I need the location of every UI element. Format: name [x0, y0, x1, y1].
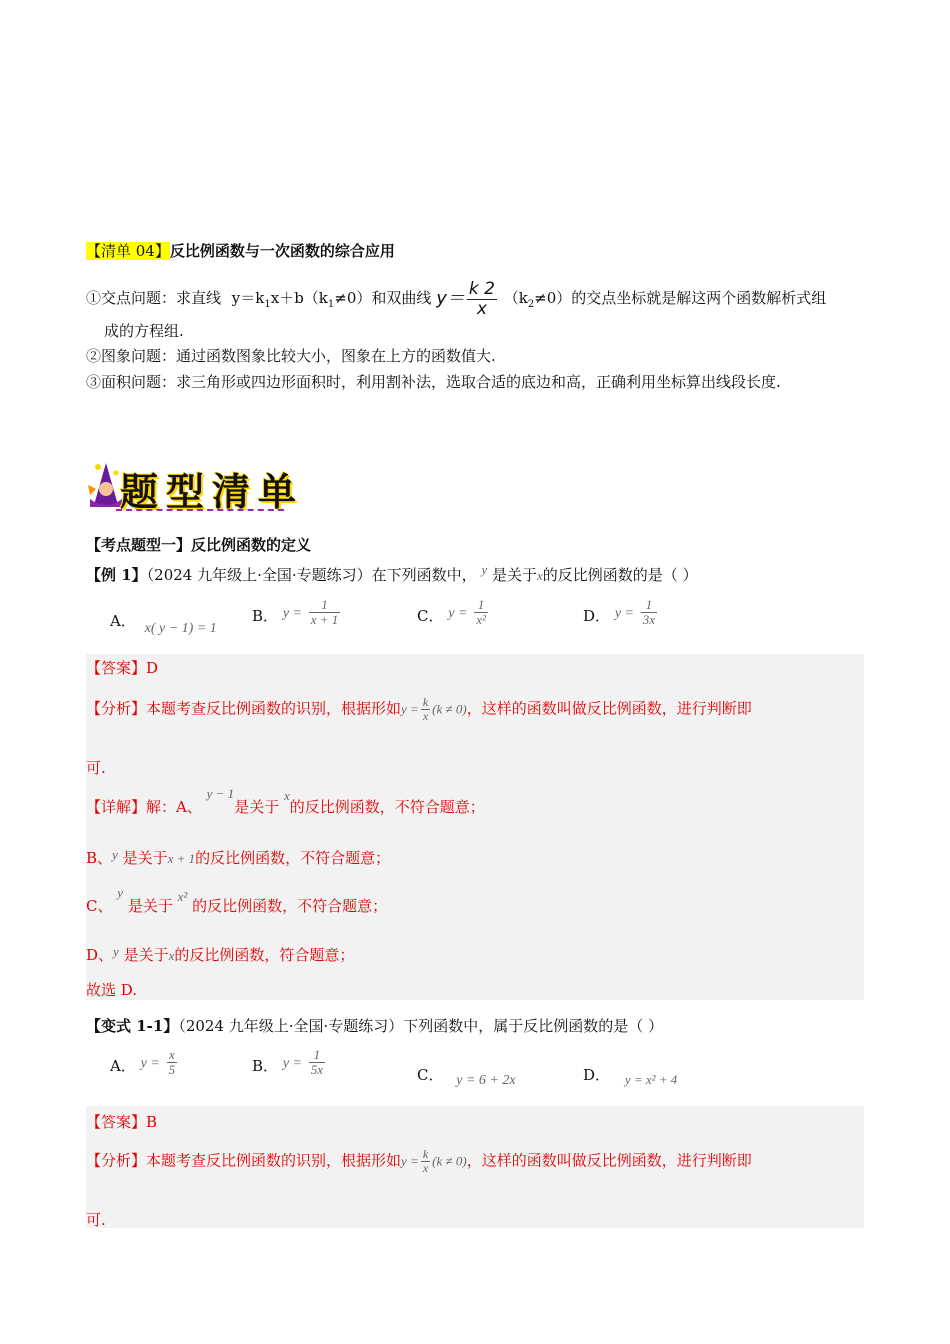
example1-label: 【例 1】: [86, 566, 147, 584]
option-a-label: A．: [110, 612, 136, 630]
detail-a-pre: 解：A、: [146, 798, 202, 816]
example1-detail-a: [86, 786, 485, 817]
banner-title: 题型清单: [120, 469, 305, 514]
variant1-option-d[interactable]: [583, 1064, 677, 1085]
item1-hyperbola-frac: [467, 280, 497, 318]
banner-underline: [116, 509, 284, 511]
variant1-analysis-cont: 可.: [86, 1211, 106, 1229]
item1-cond2-post: ≠0）的交点坐标就是解这两个函数解析式组: [534, 289, 827, 308]
item1-hyperbola-den: x: [476, 298, 487, 319]
section04-item1-cont: 成的方程组.: [104, 322, 184, 340]
detail-a-x: x: [283, 788, 290, 803]
detail-c-y: y: [117, 885, 124, 900]
example1-answer-tag: 【答案】: [86, 659, 147, 677]
detail-c-expr: x²: [177, 889, 188, 904]
example1-y: y: [481, 562, 488, 577]
v-option-b-frac: [309, 1048, 325, 1078]
v-option-b-den: 5x: [310, 1062, 324, 1078]
detail-b-tail: 的反比例函数，不符合题意；: [195, 849, 391, 867]
analysis-cond: (k ≠ 0): [432, 701, 467, 717]
option-c-lhs: y =: [448, 605, 468, 621]
v-analysis-text: 本题考查反比例函数的识别，根据形如: [146, 1151, 402, 1170]
variant1-analysis: [86, 1148, 752, 1175]
detail-c-tail: 的反比例函数，不符合题意；: [192, 897, 388, 915]
detail-d-y: y: [113, 944, 119, 959]
variant1-option-b[interactable]: [252, 1048, 327, 1078]
example1-tail: 的反比例函数的是（ ）: [542, 566, 698, 584]
v-option-a-label: A．: [110, 1056, 136, 1075]
v-analysis-tail: ，这样的函数叫做反比例函数，进行判断即: [466, 1151, 752, 1170]
option-a-expr: x( y − 1) = 1: [144, 621, 217, 636]
example1-conclusion: 故选 D.: [86, 981, 138, 999]
option-d-label: D．: [583, 606, 611, 625]
option-b-den: x + 1: [310, 612, 339, 628]
analysis-k: k: [422, 695, 429, 709]
example1-question: [86, 562, 698, 585]
example1-answer-value: D: [146, 659, 159, 677]
option-c-frac: [474, 598, 488, 628]
example1-option-d[interactable]: [583, 598, 659, 628]
topic1-title: 【考点题型一】反比例函数的定义: [86, 536, 312, 554]
detail-d-mid: 是关于: [123, 946, 169, 964]
v-option-d-expr: y = x² + 4: [624, 1072, 678, 1087]
v-analysis-frac: [421, 1148, 430, 1175]
option-d-lhs: y =: [614, 605, 634, 621]
v-option-a-num: x: [167, 1048, 178, 1063]
item1-line-sub: 1: [264, 299, 271, 311]
detail-b-mid: 是关于: [122, 849, 168, 867]
v-analysis-cond: (k ≠ 0): [432, 1153, 467, 1169]
item1-cond2-pre: （k: [503, 289, 528, 308]
item1-line-sub2: 1: [327, 299, 335, 311]
section04-tag: 【清单 04】: [86, 242, 170, 260]
option-c-den: x²: [476, 612, 486, 628]
option-b-label: B．: [252, 606, 279, 625]
v-option-d-label: D．: [583, 1066, 611, 1084]
analysis-text: 本题考查反比例函数的识别，根据形如: [146, 699, 402, 718]
example1-analysis-cont: 可.: [86, 759, 106, 777]
example1-option-a[interactable]: [110, 610, 217, 636]
example1-detail-b: [86, 847, 390, 868]
detail-d-x: x: [168, 948, 175, 963]
item1-hyperbola-num: k 2: [468, 279, 495, 299]
item1-cond2-sub: 2: [527, 299, 535, 311]
v-option-a-lhs: y =: [140, 1055, 160, 1071]
example1-source: （2024 九年级上·全国·专题练习）在下列函数中，: [146, 566, 477, 584]
detail-a-mid: 是关于: [234, 798, 280, 816]
analysis-frac: [421, 696, 430, 723]
example1-option-c[interactable]: [417, 598, 490, 628]
variant1-question: [86, 1015, 663, 1036]
option-b-num: 1: [309, 598, 341, 613]
section04-item1: [86, 280, 826, 318]
option-d-frac: [641, 598, 657, 628]
item1-hyperbola: [436, 280, 499, 318]
detail-b-y: y: [112, 847, 118, 862]
v-option-b-num: 1: [309, 1048, 325, 1063]
v-option-b-label: B．: [252, 1056, 279, 1075]
item1-prefix: ①交点问题：求直线: [86, 289, 222, 308]
option-b-lhs: y =: [282, 605, 302, 621]
item1-line-eq-a: y＝k: [231, 289, 265, 308]
item1-line-eq: [231, 289, 432, 311]
example1-detail-d: [86, 944, 354, 965]
option-d-num: 1: [641, 598, 657, 613]
variant1-text: （2024 九年级上·全国·专题练习）下列函数中，属于反比例函数的是（ ）: [178, 1017, 664, 1035]
section04-title: 反比例函数与一次函数的综合应用: [169, 242, 395, 260]
variant1-answer-tag: 【答案】: [86, 1113, 147, 1131]
detail-a-expr: y − 1: [206, 786, 235, 801]
v-option-c-expr: y = 6 + 2x: [456, 1073, 516, 1088]
v-option-a-den: 5: [168, 1062, 176, 1078]
v-option-a-frac: [167, 1048, 178, 1078]
option-c-label: C．: [417, 606, 444, 625]
option-b-frac: [309, 598, 341, 628]
variant1-option-a[interactable]: [110, 1048, 179, 1078]
v-analysis-k: k: [422, 1147, 429, 1161]
detail-c-pre: C、: [86, 897, 113, 915]
example1-x: x: [537, 568, 543, 583]
option-d-den: 3x: [642, 612, 656, 628]
item1-line-eq-b: x＋b（k: [270, 289, 328, 308]
banner: [86, 455, 305, 515]
section04-item2: ②图象问题：通过函数图象比较大小，图象在上方的函数值大.: [86, 347, 496, 365]
item1-hyperbola-y: y＝: [436, 288, 465, 310]
detail-c-mid: 是关于: [127, 897, 173, 915]
section04-heading: [86, 240, 395, 261]
detail-d-tail: 的反比例函数，符合题意；: [174, 946, 355, 964]
analysis-tail: ，这样的函数叫做反比例函数，进行判断即: [466, 699, 752, 718]
variant1-option-c[interactable]: [417, 1064, 516, 1088]
item1-cond2: [503, 289, 827, 311]
example1-answer: [86, 657, 158, 678]
v-analysis-y: y =: [401, 1153, 419, 1169]
variant1-label: 【变式 1-1】: [86, 1017, 179, 1035]
example1-mid: 是关于: [492, 566, 538, 584]
variant1-answer-value: B: [146, 1113, 158, 1131]
example1-analysis: [86, 696, 752, 723]
v-option-b-lhs: y =: [282, 1055, 302, 1071]
detail-d-pre: D、: [86, 946, 114, 964]
option-c-num: 1: [474, 598, 488, 613]
detail-a-tail: 的反比例函数，不符合题意；: [289, 798, 485, 816]
section04-item3: ③面积问题：求三角形或四边形面积时，利用割补法，选取合适的底边和高，正确利用坐标算出线段长度.: [86, 373, 781, 391]
detail-b-expr: x + 1: [167, 851, 196, 866]
item1-line-cond: ≠0）和双曲线: [334, 289, 432, 308]
example1-detail-c: [86, 885, 388, 916]
v-analysis-tag: 【分析】: [86, 1151, 147, 1170]
detail-b-pre: B、: [86, 849, 113, 867]
detail-tag: 【详解】: [86, 798, 147, 816]
variant1-answer: [86, 1111, 157, 1132]
v-option-c-label: C．: [417, 1066, 444, 1084]
v-analysis-x: x: [422, 1161, 429, 1176]
example1-option-b[interactable]: [252, 598, 342, 628]
analysis-y: y =: [401, 701, 419, 717]
analysis-x: x: [422, 709, 429, 724]
analysis-tag: 【分析】: [86, 699, 147, 718]
